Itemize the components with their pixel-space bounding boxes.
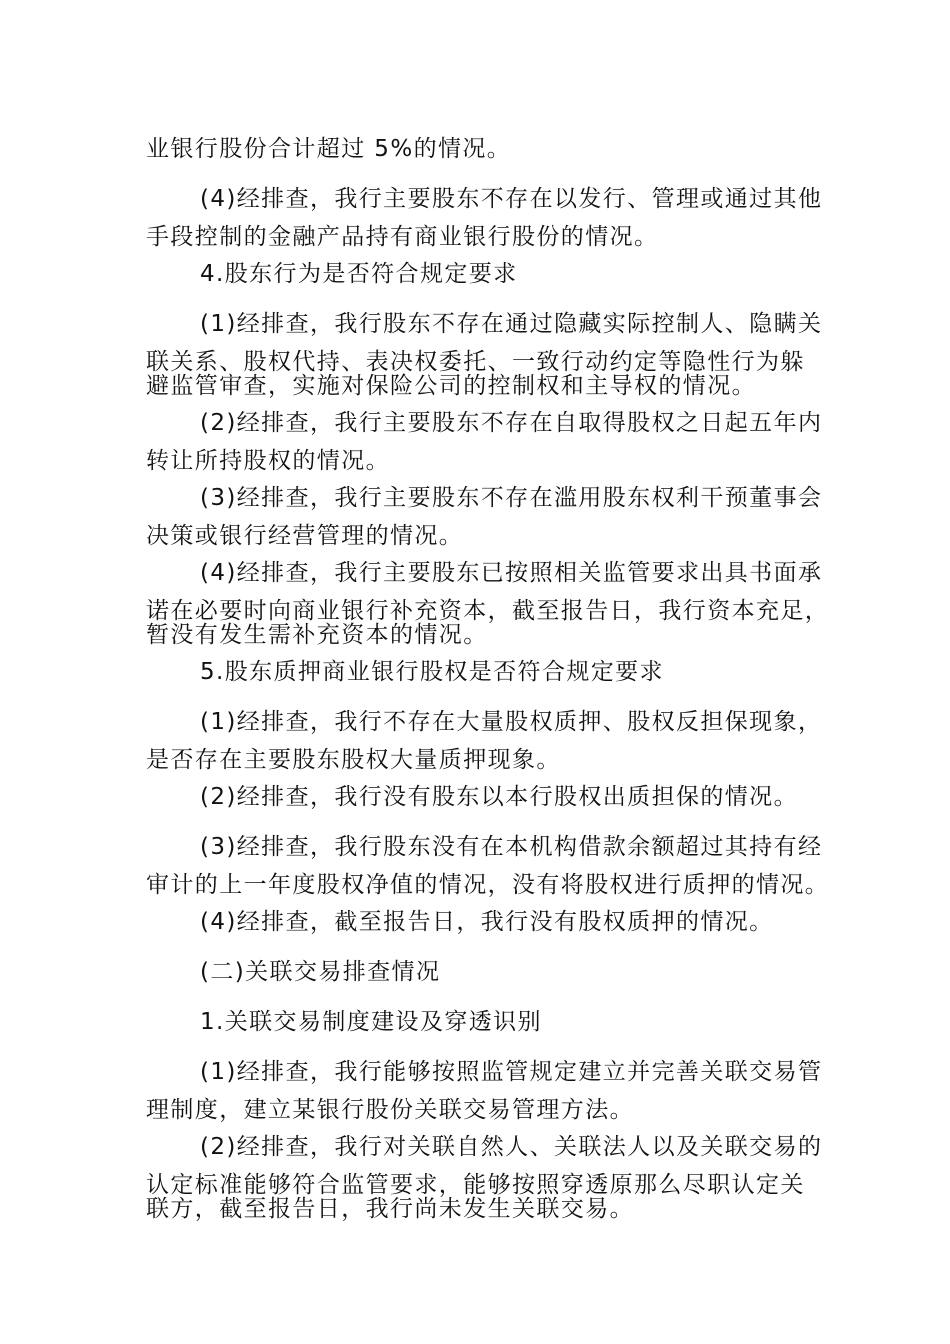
text-line: (3)经排查，我行主要股东不存在滥用股东权利干预董事会 [200,485,823,511]
text-line: 决策或银行经营管理的情况。 [146,523,464,549]
text-line: (4)经排查，我行主要股东已按照相关监管要求出具书面承 [200,560,823,586]
text-line: (4)经排查，我行主要股东不存在以发行、管理或通过其他 [200,186,823,212]
text-line: 联方，截至报告日，我行尚未发生关联交易。 [146,1196,634,1222]
text-line: (3)经排查，我行股东没有在本机构借款余额超过其持有经 [200,834,823,860]
text-line: (1)经排查，我行不存在大量股权质押、股权反担保现象， [200,709,823,735]
section-heading: 5.股东质押商业银行股权是否符合规定要求 [200,659,664,685]
text-line: 转让所持股权的情况。 [146,448,390,474]
text-line: (2)经排查，我行没有股东以本行股权出质担保的情况。 [200,784,798,810]
text-line: 诺在必要时向商业银行补充资本，截至报告日，我行资本充足， [146,598,830,624]
text-line: 暂没有发生需补充资本的情况。 [146,622,488,648]
text-line: 认定标准能够符合监管要求，能够按照穿透原那么尽职认定关 [146,1172,805,1198]
text-line: (1)经排查，我行股东不存在通过隐藏实际控制人、隐瞒关 [200,311,823,337]
text-line: 避监管审查，实施对保险公司的控制权和主导权的情况。 [146,373,756,399]
section-heading: 1.关联交易制度建设及穿透识别 [200,1009,542,1035]
text-line: (2)经排查，我行主要股东不存在自取得股权之日起五年内 [200,410,823,436]
text-line: (1)经排查，我行能够按照监管规定建立并完善关联交易管 [200,1059,823,1085]
text-line: 审计的上一年度股权净值的情况，没有将股权进行质押的情况。 [146,872,830,898]
text-line: 是否存在主要股东股权大量质押现象。 [146,747,561,773]
text-line: 业银行股份合计超过 5%的情况。 [146,136,512,162]
text-line: 联关系、股权代持、表决权委托、一致行动约定等隐性行为躲 [146,349,805,375]
text-line: 理制度，建立某银行股份关联交易管理方法。 [146,1097,634,1123]
text-line: (4)经排查，截至报告日，我行没有股权质押的情况。 [200,909,774,935]
section-heading: (二)关联交易排查情况 [200,959,441,985]
text-line: 手段控制的金融产品持有商业银行股份的情况。 [146,224,659,250]
text-line: (2)经排查，我行对关联自然人、关联法人以及关联交易的 [200,1134,823,1160]
section-heading: 4.股东行为是否符合规定要求 [200,261,518,287]
